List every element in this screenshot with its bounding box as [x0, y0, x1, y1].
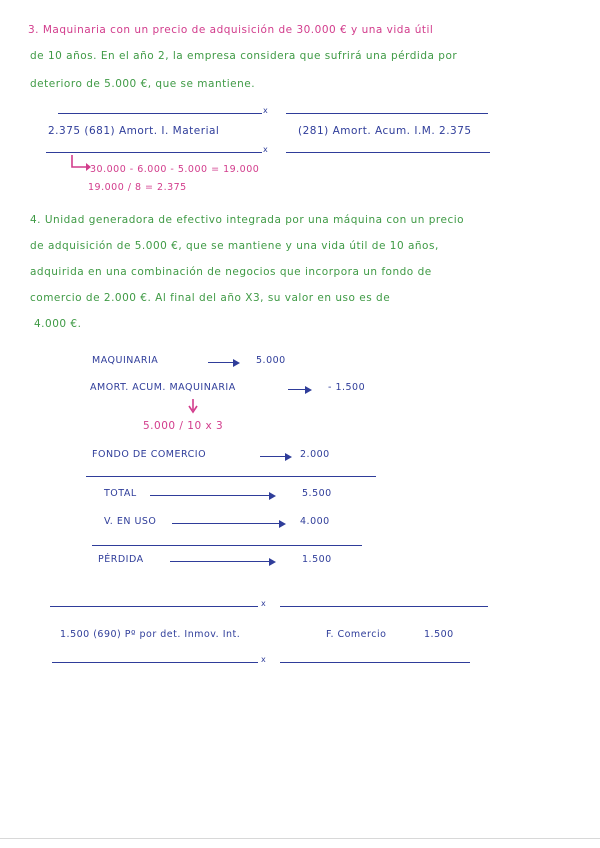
entry3-top-cross: x [263, 106, 268, 115]
exercise4-line5: 4.000 €. [34, 318, 82, 330]
arrow-icon [150, 495, 274, 496]
fondo-value: 2.000 [300, 449, 330, 460]
maquinaria-value: 5.000 [256, 355, 286, 366]
exercise3-line2: de 10 años. En el año 2, la empresa considera que sufrirá una pérdida por [30, 50, 458, 62]
entry4-debit: 1.500 (690) Pº por det. Inmov. Int. [60, 629, 241, 640]
entry4-top-cross: x [261, 599, 266, 608]
arrow-icon [208, 362, 238, 363]
entry4-credit: F. Comercio [326, 629, 387, 640]
exercise4-line1: 4. Unidad generadora de efectivo integrada por una máquina con un precio [30, 214, 465, 226]
perdida-label: PÉRDIDA [98, 554, 144, 565]
calc-arrow-icon [68, 154, 92, 176]
entry3-top-rule-left [58, 113, 262, 114]
entry3-bottom-rule-right [286, 152, 490, 153]
amort-calc: 5.000 / 10 x 3 [143, 420, 224, 432]
exercise4-line2: de adquisición de 5.000 €, que se mantiene y una vida útil de 10 años, [30, 240, 439, 252]
entry4-bottom-rule-left [52, 662, 258, 663]
page-bottom-edge [0, 838, 600, 839]
entry3-bottom-rule-left [46, 152, 262, 153]
entry3-bottom-cross: x [263, 145, 268, 154]
entry4-top-rule-left [50, 606, 258, 607]
total-value: 5.500 [302, 488, 332, 499]
exercise3-line3: deterioro de 5.000 €, que se mantiene. [30, 78, 256, 90]
arrow-icon [170, 561, 274, 562]
exercise4-line3: adquirida en una combinación de negocios que incorpora un fondo de [30, 266, 432, 278]
down-arrow-icon [187, 398, 199, 414]
total-label: TOTAL [104, 488, 137, 499]
entry3-debit: 2.375 (681) Amort. I. Material [48, 125, 220, 137]
entry4-top-rule-right [280, 606, 488, 607]
entry4-bottom-cross: x [261, 655, 266, 664]
uso-value: 4.000 [300, 516, 330, 527]
amort-value: - 1.500 [328, 382, 366, 393]
entry4-amount: 1.500 [424, 629, 454, 640]
exercise3-line1: 3. Maquinaria con un precio de adquisición de 30.000 € y una vida útil [28, 24, 434, 36]
amort-label: AMORT. ACUM. MAQUINARIA [90, 382, 236, 393]
uso-label: V. EN USO [104, 516, 157, 527]
table-rule-2 [92, 545, 362, 546]
table-rule-1 [86, 476, 376, 477]
maquinaria-label: MAQUINARIA [92, 355, 159, 366]
entry3-top-rule-right [286, 113, 488, 114]
fondo-label: FONDO DE COMERCIO [92, 449, 207, 460]
exercise4-line4: comercio de 2.000 €. Al final del año X3, su valor en uso es de [30, 292, 391, 304]
entry3-calc2: 19.000 / 8 = 2.375 [88, 182, 187, 193]
arrow-icon [260, 456, 290, 457]
entry4-bottom-rule-right [280, 662, 470, 663]
arrow-icon [172, 523, 284, 524]
entry3-calc1: 30.000 - 6.000 - 5.000 = 19.000 [90, 164, 260, 175]
arrow-icon [288, 389, 310, 390]
entry3-credit: (281) Amort. Acum. I.M. 2.375 [298, 125, 472, 137]
perdida-value: 1.500 [302, 554, 332, 565]
